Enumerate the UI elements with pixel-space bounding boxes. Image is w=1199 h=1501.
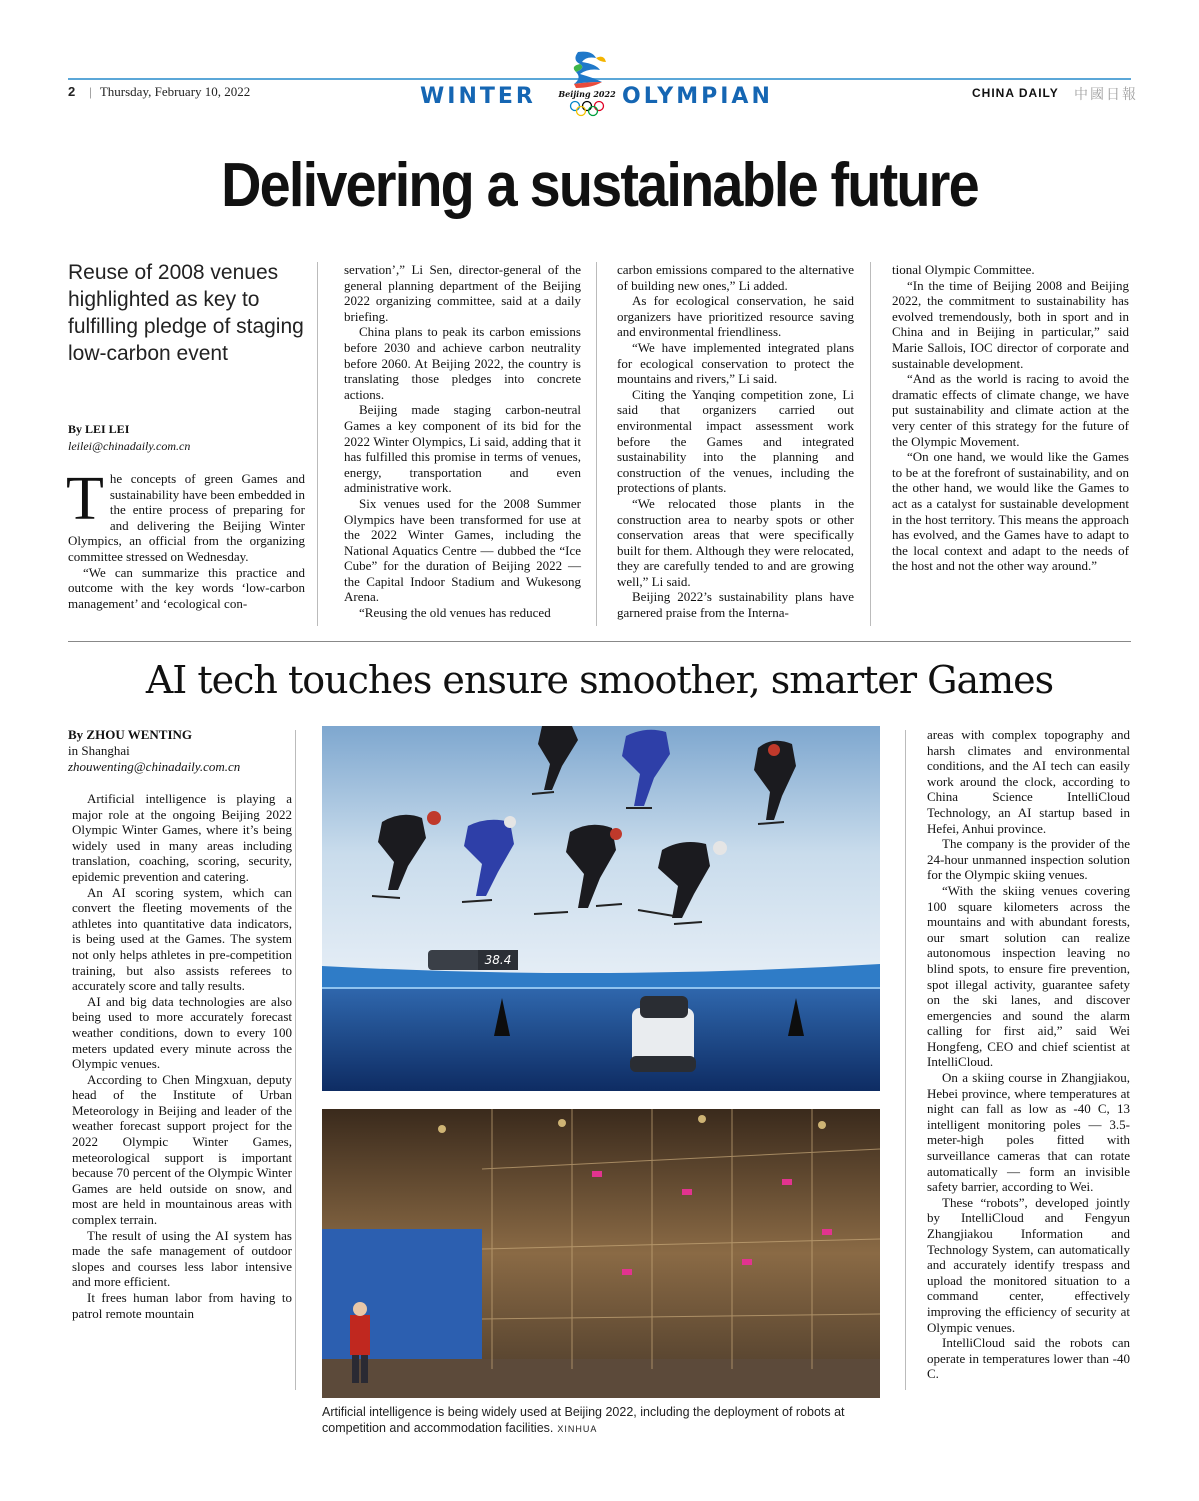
story1-email: leilei@chinadaily.com.cn (68, 439, 191, 453)
story2-headline: AI tech touches ensure smoother, smarter Games (145, 658, 1054, 702)
story2-location: in Shanghai (68, 743, 130, 758)
paragraph: “We have implemented integrated plans for ecological conservation to protect the mountains and rivers,” Li said. (617, 339, 854, 387)
photo-credit: XINHUA (557, 1424, 598, 1434)
paragraph: These “robots”, developed jointly by IntelliCloud and Fengyun Zhangjiakou Information and Technology System, can automatically and accurately identify trespass and upload the monitored situation to a command center, effectively improving the efficiency of security at Olympic venues. (927, 1194, 1130, 1335)
column-rule (870, 262, 871, 626)
paragraph: Six venues used for the 2008 Summer Olympics have been transformed for use at the 2022 Winter Games, including the National Aquatics Centre — dubbed the “Ice Cube” for the duration of Beijing 2022 — the Capital Indoor Stadium and Wukesong Arena. (344, 495, 581, 605)
beijing-2022-emblem-icon (556, 48, 618, 120)
paragraph: As for ecological conservation, he said organizers have prioritized resource saving and environmental friendliness. (617, 293, 854, 340)
paragraph: The company is the provider of the 24-hour unmanned inspection solution for the Olympic skiing venues. (927, 836, 1130, 883)
paper-name: CHINA DAILY (972, 86, 1059, 100)
paragraph: areas with complex topography and harsh climates and environmental conditions, and the AI tech can easily work around the clock, according to China Science IntelliCloud Technology, an AI startup based in Hefei, Anhui province. (927, 727, 1130, 836)
paragraph: Beijing 2022’s sustainability plans have garnered praise from the Interna- (617, 589, 854, 621)
paragraph: “We can summarize this practice and outcome with the key words ‘low-carbon management’ and ‘ecological con- (68, 564, 305, 611)
paragraph: “On one hand, we would like the Games to be at the forefront of sustainability, and on the other hand, we would like the Games to act as a catalyst for sustainable development in the host territory. This means the approach has evolved, and the Games have to adapt to the local context and adapt to the needs of the host and not the other way around.” (892, 449, 1129, 574)
paragraph: An AI scoring system, which can convert the fleeting movements of the athletes into quantitative data indicators, is being used at the Games. The system not only helps athletes in pre-competition training, but also assists referees to accurately score and tally results. (72, 884, 292, 994)
paper-name-chinese: 中國日報 (1074, 88, 1138, 103)
story-divider (68, 641, 1131, 642)
story2-byline: By ZHOU WENTING (68, 727, 193, 742)
story1-headline: Delivering a sustainable future (221, 151, 978, 220)
caption-text: Artificial intelligence is being widely used at Beijing 2022, including the deployment of robots at competition and accommodation facilities. (322, 1405, 845, 1435)
paragraph: “In the time of Beijing 2008 and Beijing 2022, the commitment to sustainability has evolved tremendously, both in sport and in China and in Beijing in particular,” said Marie Sallois, IOC director of corporate and sustainable development. (892, 277, 1129, 371)
story1-deck: Reuse of 2008 venues highlighted as key to fulfilling pledge of staging low-carbon event (68, 261, 304, 365)
story2-column-2 (927, 727, 1130, 1382)
photo-speed-skating (322, 726, 880, 1091)
column-rule (905, 730, 906, 1390)
scoreboard-time: 38.4 (484, 953, 512, 967)
column-rule (596, 262, 597, 626)
photo-robot-facility (322, 1109, 880, 1398)
column-rule (295, 730, 296, 1390)
paragraph: carbon emissions compared to the alternative of building new ones,” Li added. (617, 262, 854, 293)
section-title-left: WINTER (420, 84, 536, 109)
story1-column-3 (617, 262, 854, 621)
paragraph: Citing the Yanqing competition zone, Li said that organizers carried out environmental impact assessment work before the Games and integrated sustainability into the planning and construction of the venues, including the protections of plants. (617, 386, 854, 496)
paragraph: servation’,” Li Sen, director-general of the general planning department of the Beijing 2022 organizing committee, said at a daily briefing. (344, 262, 581, 324)
issue-date: Thursday, February 10, 2022 (99, 84, 251, 99)
paragraph: “We relocated those plants in the construction area to nearby spots or other conservation areas that were specifically built for them. Although they were relocated, they are carefully tended to and are growing well,” Li said. (617, 495, 854, 589)
paragraph: China plans to peak its carbon emissions before 2030 and achieve carbon neutrality before 2060. At Beijing 2022, the country is translating those pledges into concrete actions. (344, 324, 581, 402)
paragraph: Beijing made staging carbon-neutral Games a key component of its bid for the 2022 Winter Olympics, Li said, adding that it has fulfilled this promise in terms of venues, energy, transportation and even administrative work. (344, 402, 581, 496)
paragraph: “Reusing the old venues has reduced (359, 605, 551, 621)
story1-byline: By LEI LEI (68, 422, 130, 436)
paragraph: It frees human labor from having to patrol remote mountain (72, 1290, 292, 1321)
story1-column-2 (344, 262, 581, 621)
column-rule (317, 262, 318, 626)
section-title-right: OLYMPIAN (622, 84, 773, 109)
story2-column-1 (72, 791, 292, 1321)
paragraph: he concepts of green Games and sustainability have been embedded in the entire process of preparing for and delivering the Beijing Winter Olympics, an official from the organizing committee stressed on Wednesday. (68, 471, 305, 564)
paragraph: “And as the world is racing to avoid the dramatic effects of climate change, we have put sustainability and climate action at the very center of this strategy for the future of the Olympic Movement. (892, 371, 1129, 449)
page-info: 2 | Thursday, February 10, 2022 (68, 84, 251, 99)
paragraph: The result of using the AI system has made the safe management of outdoor slopes and courses less labor intensive and more efficient. (72, 1227, 292, 1290)
story2-email: zhouwenting@chinadaily.com.cn (68, 759, 241, 774)
paragraph: IntelliCloud said the robots can operate in temperatures lower than -40 C. (927, 1335, 1130, 1382)
drop-cap: T (66, 465, 104, 533)
story1-column-1 (66, 465, 305, 611)
paragraph: “With the skiing venues covering 100 square kilometers across the mountains and with abundant forests, our smart solution can realize autonomous inspection leaving no blind spots, to ensure fire prevention, spot illegal activity, guarantee safety on the ski lanes, and discover emergencies and sound the alarm calling for first aid,” said Wei Hongfeng, CEO and chief scientist at IntelliCloud. (927, 882, 1130, 1070)
paragraph: Artificial intelligence is playing a major role at the ongoing Beijing 2022 Olympic Winter Games, where it’s being widely used in many areas including translation, coaching, scoring, security, epidemic prevention and catering. (72, 791, 292, 884)
paragraph: On a skiing course in Zhangjiakou, Hebei province, where temperatures at night can fall as low as -40 C, 13 intelligent monitoring poles — 3.5-meter-high poles fitted with surveillance cameras that can rotate automatically — form an invisible safety barrier, according to Wei. (927, 1070, 1130, 1195)
emblem-text: Beijing 2022 (558, 89, 616, 99)
paragraph: AI and big data technologies are also being used to more accurately forecast weather conditions, down to every 100 meters updated every minute across the Olympic venues. (72, 993, 292, 1072)
paragraph: tional Olympic Committee. (892, 262, 1035, 277)
page-number: 2 (68, 84, 76, 99)
paragraph: According to Chen Mingxuan, deputy head of the Institute of Urban Meteorology in Beijing and leader of the weather forecast support project for the 2022 Olympic Winter Games, meteorological support is important because 70 percent of the Olympic Winter Games are held outside on snow, and most are held in mountainous areas with complex terrain. (72, 1071, 292, 1228)
photo-caption (322, 1404, 882, 1437)
story1-column-4 (892, 262, 1129, 574)
